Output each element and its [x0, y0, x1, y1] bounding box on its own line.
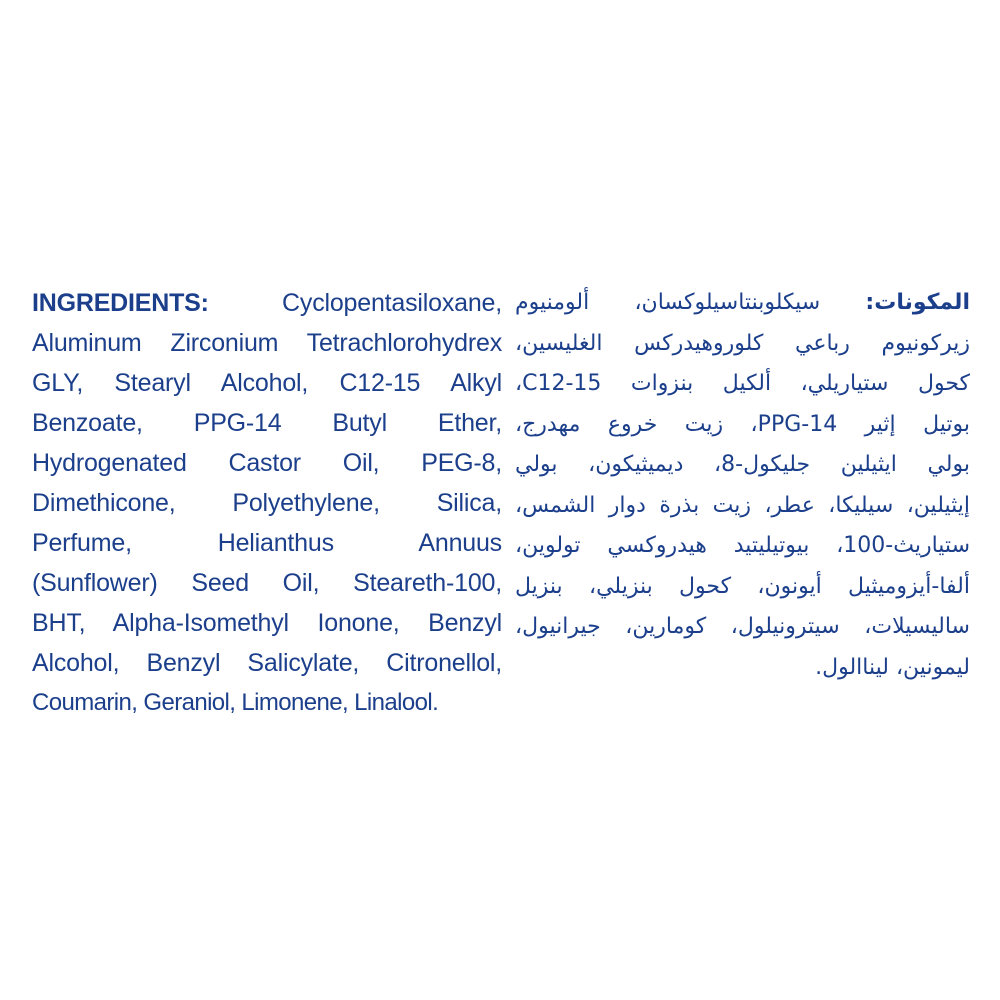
en-line-10: Alcohol, Benzyl Salicylate, Citronellol,	[32, 649, 502, 677]
ar-line-4: بوتيل إثير PPG-14، زيت خروع مهدرج،	[515, 411, 970, 437]
ar-line-1	[515, 283, 970, 324]
en-line-9: BHT, Alpha-Isomethyl Ionone, Benzyl	[32, 609, 502, 637]
en-line-1-text: Cyclopentasiloxane,	[282, 289, 502, 317]
ar-line-1-text: سيكلوبنتاسيلوكسان، ألومنيوم	[515, 290, 821, 315]
ar-line-8: ألفا-أيزوميثيل أيونون، كحول بنزيلي، بنزيل	[515, 573, 970, 599]
ar-line-9: ساليسيلات، سيترونيلول، كومارين، جيرانيول،	[515, 614, 970, 639]
ar-line-2: زيركونيوم رباعي كلوروهيدركس الغليسين،	[515, 330, 970, 356]
ar-line-5: بولي ايثيلين جليكول-8، ديميثيكون، بولي	[515, 452, 970, 477]
en-line-8: (Sunflower) Seed Oil, Steareth-100,	[32, 569, 502, 597]
en-line-5: Hydrogenated Castor Oil, PEG-8,	[32, 449, 502, 477]
en-line-11: Coumarin, Geraniol, Limonene, Linalool.	[32, 689, 439, 716]
en-line-6: Dimethicone, Polyethylene, Silica,	[32, 489, 502, 517]
en-line-3: GLY, Stearyl Alcohol, C12-15 Alkyl	[32, 369, 502, 397]
en-line-4: Benzoate, PPG-14 Butyl Ether,	[32, 409, 502, 437]
ar-line-3: كحول ستياريلي، ألكيل بنزوات C12-15،	[515, 371, 970, 396]
english-heading: INGREDIENTS:	[32, 289, 209, 317]
ar-line-10: ليمونين، ليناالول.	[815, 654, 970, 680]
arabic-heading: المكونات:	[865, 290, 970, 315]
ar-line-6: إيثيلين، سيليكا، عطر، زيت بذرة دوار الشمس،	[515, 492, 970, 518]
en-line-2: Aluminum Zirconium Tetrachlorohydrex	[32, 329, 502, 357]
ar-line-7: ستياريث-100، بيوتيليتيد هيدروكسي تولوين،	[515, 533, 970, 558]
en-line-1	[32, 283, 502, 323]
english-ingredients	[32, 283, 502, 723]
en-line-7: Perfume, Helianthus Annuus	[32, 529, 502, 557]
arabic-ingredients	[515, 283, 970, 723]
